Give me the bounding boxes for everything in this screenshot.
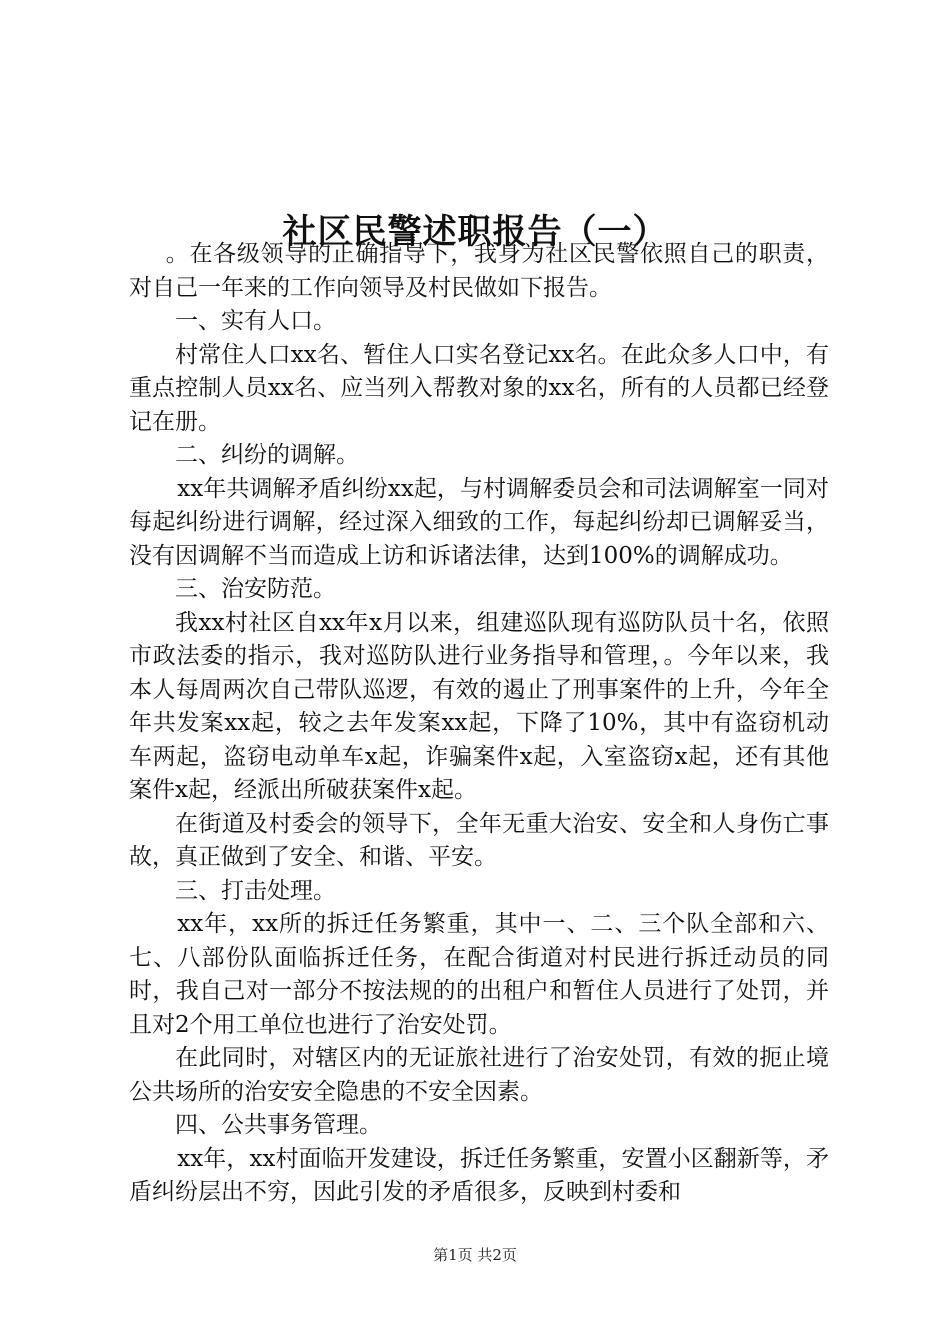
document-title: 社区民警述职报告（一） — [282, 211, 668, 252]
document-body — [129, 238, 829, 1210]
heading-enforcement: 三、打击处理。 — [175, 877, 336, 904]
heading-public-affairs: 四、公共事务管理。 — [175, 1112, 382, 1138]
paragraph-enforcement: xx年，xx所的拆迁任务繁重，其中一、二、三个队全部和六、七、八部份队面临拆迁任务，在配合街道对村民进行拆迁动员的同时，我自己对一部分不按法规的的出租户和暂住人员进行了处罚，并且对2个用工单位也进行了治安处罚。 — [129, 911, 829, 1038]
heading-public-security: 三、治安防范。 — [175, 576, 336, 602]
paragraph-hostel-inspection: 在此同时，对辖区内的无证旅社进行了治安处罚，有效的扼止境公共场所的治安安全隐患的不安全因素。 — [129, 1045, 829, 1105]
heading-population: 一、实有人口。 — [175, 308, 336, 334]
paragraph-safety-results: 在街道及村委会的领导下，全年无重大治安、安全和人身伤亡事故，真正做到了安全、和谐、平安。 — [129, 810, 829, 870]
paragraph-dispute-mediation: xx年共调解矛盾纠纷xx起，与村调解委员会和司法调解室一同对每起纠纷进行调解，经过深入细致的工作，每起纠纷却已调解妥当，没有因调解不当而造成上访和诉诸法律，达到100%的调解成功。 — [129, 475, 829, 569]
page-number-footer: 第1页 共2页 — [433, 1246, 517, 1264]
paragraph-public-security: 我xx村社区自xx年x月以来，组建巡队现有巡防队员十名，依照市政法委的指示，我对巡防队进行业务指导和管理，。今年以来，我本人每周两次自己带队巡逻，有效的遏止了刑事案件的上升，今年全年共发案xx起，较之去年发案xx起，下降了10%，其中有盗窃机动车两起，盗窃电动单车x起，诈骗案件x起，入室盗窃x起，还有其他案件x起，经派出所破获案件x起。 — [129, 609, 829, 803]
paragraph-intro: 。在各级领导的正确指导下，我身为社区民警依照自己的职责，对自己一年来的工作向领导及村民做如下报告。 — [129, 241, 829, 301]
heading-dispute-mediation: 二、纠纷的调解。 — [175, 442, 359, 468]
paragraph-public-affairs: xx年，xx村面临开发建设，拆迁任务繁重，安置小区翻新等，矛盾纠纷层出不穷，因此引发的矛盾很多，反映到村委和 — [129, 1145, 829, 1205]
paragraph-population: 村常住人口xx名、暂住人口实名登记xx名。在此众多人口中，有重点控制人员xx名、应当列入帮教对象的xx名，所有的人员都已经登记在册。 — [129, 341, 829, 435]
